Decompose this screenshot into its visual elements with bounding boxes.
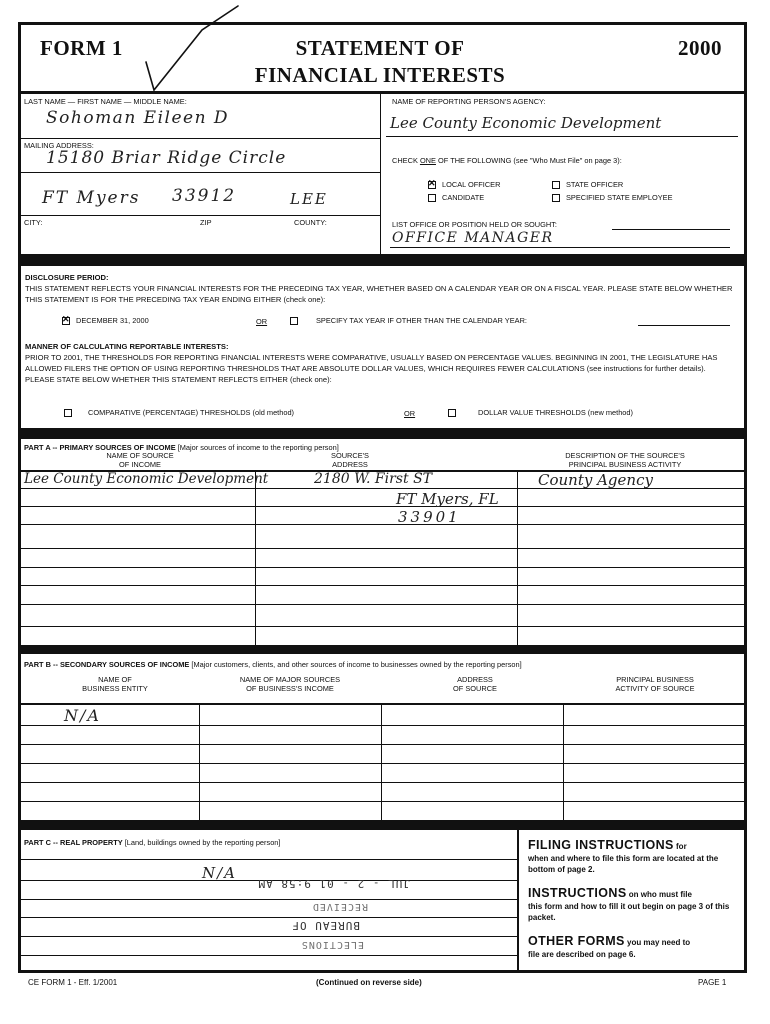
manner-heading: MANNER OF CALCULATING REPORTABLE INTERESTS: [25,342,229,351]
form-title-line2: FINANCIAL INTERESTS [254,63,506,87]
disclosure-bottom-divider [18,428,747,439]
part-a-row1-address[interactable]: 2180 W. First ST [314,471,432,487]
instructions-panel [528,836,738,961]
name-underline [18,138,380,139]
other-forms-text: file are described on page 6. [528,950,636,959]
part-a-row3-address[interactable]: 33901 [398,508,461,526]
specify-year-checkbox[interactable] [290,317,298,325]
part-a-row-line-6 [18,585,747,586]
december-checkbox[interactable] [62,317,70,325]
zip-field[interactable]: 33912 [172,186,237,206]
part-a-col-description: DESCRIPTION OF THE SOURCE'S PRINCIPAL BUSINESS ACTIVITY [565,451,685,469]
check-one-label: CHECK ONE OF THE FOLLOWING (see "Who Must File" on page 3): [392,156,622,165]
footer-page-number: PAGE 1 [698,978,727,987]
footer-continued: (Continued on reverse side) [316,978,422,987]
agency-field[interactable]: Lee County Economic Development [390,114,662,132]
part-a-row-line-8 [18,626,747,627]
office-underline [390,247,730,248]
state-officer-checkbox[interactable] [552,181,560,189]
part-b-col-sources: NAME OF MAJOR SOURCES OF BUSINESS'S INCOME [239,675,341,693]
part-b-col-divider-2 [381,703,382,820]
specify-year-underline [638,325,730,326]
option-candidate[interactable]: CANDIDATE [428,193,484,202]
county-field[interactable]: LEE [290,190,328,208]
part-c-heading: PART C -- REAL PROPERTY [Land, buildings owned by the reporting person] [24,838,281,847]
office-field[interactable]: OFFICE MANAGER [392,230,554,246]
mailing-field[interactable]: 15180 Briar Ridge Circle [46,148,287,168]
agency-underline [386,136,738,137]
city-field[interactable]: FT Myers [42,188,141,208]
form-label: FORM 1 [40,36,123,60]
part-c-instructions-divider [517,830,519,973]
part-b-col-address: ADDRESS OF SOURCE [453,675,497,693]
part-a-col-divider-2 [517,470,518,645]
disclosure-or-2: OR [404,409,416,418]
option-state-officer[interactable]: STATE OFFICER [552,180,623,189]
identity-bottom-divider [18,254,747,266]
part-a-row1-name[interactable]: Lee County Economic Development [24,471,269,487]
part-c-row1-value[interactable]: N/A [202,864,238,882]
part-b-bottom-divider [18,820,747,830]
other-forms-instructions: OTHER FORMS you may need to [528,934,691,948]
part-b-heading: PART B -- SECONDARY SOURCES OF INCOME [Major customers, clients, and other sources of income to businesses owned by the reporting person] [24,660,522,669]
stamp-elections: ELECTIONS [300,939,364,950]
option-local-officer[interactable]: ✕LOCAL OFFICER [428,180,500,189]
part-a-row-line-5 [18,567,747,568]
local-officer-checkbox[interactable] [428,181,436,189]
footer-form-id: CE FORM 1 - Eff. 1/2001 [28,978,118,987]
part-b-col-entity: NAME OF BUSINESS ENTITY [82,675,148,693]
candidate-checkbox[interactable] [428,194,436,202]
disclosure-or-1: OR [256,317,268,326]
mailing-underline [18,172,380,173]
part-a-row-line-3 [18,524,747,525]
part-a-row-line-2 [18,506,747,507]
part-b-row1-name[interactable]: N/A [64,706,101,725]
comparative-checkbox[interactable] [64,409,72,417]
part-b-row-line-3 [18,763,747,764]
part-b-row-line-4 [18,782,747,783]
county-label: COUNTY: [294,218,327,227]
option-specified-employee[interactable]: SPECIFIED STATE EMPLOYEE [552,193,673,202]
part-b-row-line-5 [18,801,747,802]
part-b-row-line-2 [18,744,747,745]
part-a-col-divider-1 [255,470,256,645]
agency-label: NAME OF REPORTING PERSON'S AGENCY: [392,97,546,106]
disclosure-period-heading: DISCLOSURE PERIOD: [25,273,109,282]
option-dollar-value[interactable]: DOLLAR VALUE THRESHOLDS (new method) [448,408,633,417]
part-b-row-line-1 [18,725,747,726]
part-a-row-line-7 [18,604,747,605]
filing-instructions-text: when and where to file this form are located at the bottom of page 2. [528,854,719,874]
part-a-col-address: SOURCE'S ADDRESS [331,451,369,469]
received-stamp [210,868,410,958]
city-label: CITY: [24,218,43,227]
part-a-row1-description[interactable]: County Agency [538,471,653,489]
part-b-col-activity: PRINCIPAL BUSINESS ACTIVITY OF SOURCE [615,675,695,693]
filing-instructions: FILING INSTRUCTIONS for [528,838,687,852]
manner-text: PRIOR TO 2001, THE THRESHOLDS FOR REPORTING FINANCIAL INTERESTS WERE COMPARATIVE, USUALLY BASED ON PERCENTAGE VALUES. BEGINNING IN 2001, THE LEGISLATURE HAS ALLOWED FILERS THE OPTION OF USING REPORTING THRESHOLDS THAT ARE ABSOLUTE DOLLAR VALUES, WHICH REQUIRES FEWER CALCULATIONS (see instructions for further details). PLEASE STATE BELOW WHETHER THIS STATEMENT REFLECTS EITHER (check one): [25,353,718,384]
header-divider [18,91,747,94]
zip-label: ZIP [200,218,212,227]
part-b-header-rule [18,703,747,705]
stamp-bureau: BUREAU OF [291,919,360,932]
option-comparative[interactable]: COMPARATIVE (PERCENTAGE) THRESHOLDS (old method) [64,408,294,417]
name-label: LAST NAME — FIRST NAME — MIDDLE NAME: [24,97,187,106]
part-a-col-name: NAME OF SOURCE OF INCOME [106,451,174,469]
city-underline [18,215,380,216]
stamp-received: RECEIVED [311,901,368,912]
part-a-heading: PART A -- PRIMARY SOURCES OF INCOME [Major sources of income to the reporting person] [24,443,339,452]
part-b-col-divider-3 [563,703,564,820]
stamp-date: JUL - 2 - 01 9:58 AM [257,877,410,890]
who-must-file-text: this form and how to fill it out begin on page 3 of this packet. [528,902,730,922]
who-must-file-instructions: INSTRUCTIONS on who must file [528,886,692,900]
office-label: LIST OFFICE OR POSITION HELD OR SOUGHT: [392,220,557,229]
part-c-row-line-1 [18,859,517,860]
office-label-underline [612,229,730,230]
form-title-line1: STATEMENT OF [295,36,465,60]
part-a-bottom-divider [18,645,747,654]
part-b-col-divider-1 [199,703,200,820]
part-a-row2-address[interactable]: FT Myers, FL [396,490,499,508]
name-field[interactable]: Sohoman Eileen D [46,108,230,128]
specified-employee-checkbox[interactable] [552,194,560,202]
option-specify-year[interactable]: SPECIFY TAX YEAR IF OTHER THAN THE CALENDAR YEAR: [290,316,527,325]
part-a-row-line-4 [18,548,747,549]
dollar-value-checkbox[interactable] [448,409,456,417]
form-year: 2000 [678,36,722,60]
disclosure-period-text: THIS STATEMENT REFLECTS YOUR FINANCIAL INTERESTS FOR THE PRECEDING TAX YEAR, WHETHER BASED ON A CALENDAR YEAR OR ON A FISCAL YEAR. PLEASE STATE BELOW WHETHER THIS STATEMENT IS FOR THE PRECEDING TAX YEAR ENDING EITHER (check one): [25,284,733,304]
option-december[interactable]: ✕DECEMBER 31, 2000 [62,316,149,325]
identity-vertical-divider [380,94,381,254]
mailing-label: MAILING ADDRESS: [24,141,94,150]
